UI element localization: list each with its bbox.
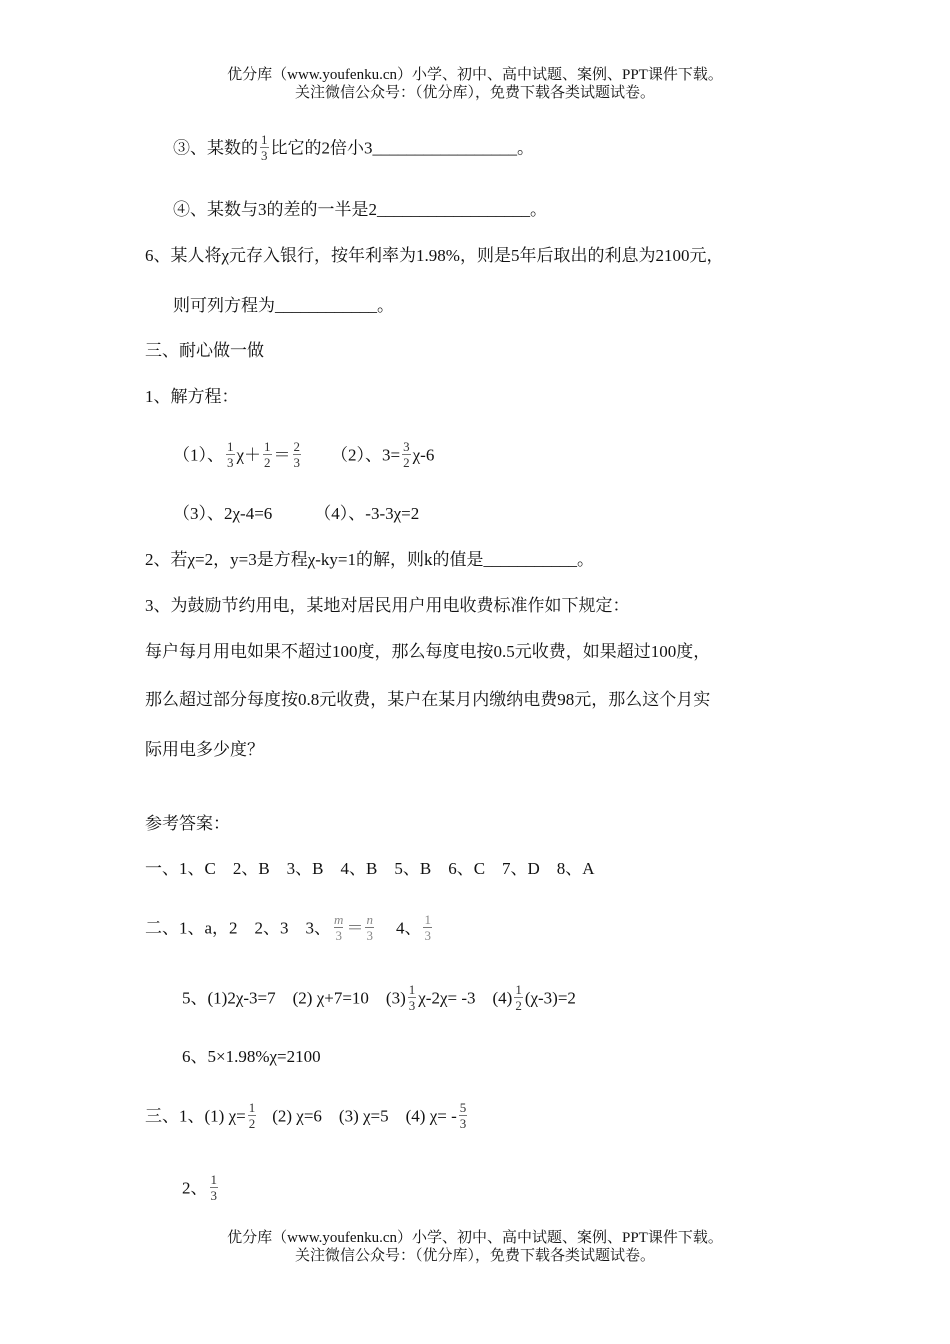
eq1-fraction-a — [226, 439, 235, 470]
answers-part-2-row-6: 6、5×1.98%χ=2100 — [182, 1047, 321, 1066]
numerator: 1 — [248, 1100, 256, 1115]
page-footer — [0, 1229, 950, 1265]
numerator: 1 — [264, 439, 271, 454]
numerator: 1 — [408, 982, 416, 997]
denominator: 2 — [403, 455, 410, 470]
fraction-m-over-3 — [333, 912, 344, 943]
question-3-suffix: 比它的2倍小3_________________。 — [270, 138, 534, 158]
equation-row-2 — [173, 502, 419, 526]
answers-part-2-a: 二、1、a，2 2、3 3、 — [145, 918, 332, 938]
answers-part-2-b: 4、 — [395, 918, 422, 938]
eq2-label: （2）、3= — [331, 445, 401, 465]
numerator: 1 — [261, 132, 268, 147]
answers-part-2-row-1 — [145, 914, 434, 945]
answers-5-fraction-2 — [514, 982, 523, 1013]
eq1-mid: χ＋ — [236, 445, 262, 465]
question-3-prefix: ③、某数的 — [173, 138, 258, 158]
answers-3-2-fraction — [210, 1172, 219, 1203]
answers-3-1-fraction-2 — [459, 1100, 468, 1131]
answers-part-1: 一、1、C 2、B 3、B 4、B 5、B 6、C 7、D 8、A — [145, 859, 595, 878]
s3-question-3-line-4: 际用电多少度？ — [145, 740, 264, 759]
question-3 — [173, 134, 534, 165]
denominator: 2 — [515, 998, 522, 1013]
numerator: m — [334, 912, 344, 927]
answers-3-1-b: (2) χ=6 (3) χ=5 (4) χ= - — [272, 1106, 457, 1126]
s3-question-1-title: 1、解方程： — [145, 387, 239, 406]
denominator: 3 — [335, 928, 342, 943]
s3-question-2: 2、若χ=2，y=3是方程χ-ky=1的解，则k的值是___________。 — [145, 550, 595, 569]
eq1-fraction-c — [293, 439, 302, 470]
footer-line-2: 关注微信公众号：（优分库），免费下载各类试题试卷。 — [294, 1248, 655, 1264]
denominator: 3 — [293, 455, 301, 470]
section-3-title: 三、耐心做一做 — [145, 341, 264, 360]
fraction-answer-4 — [423, 912, 432, 943]
eq2-fraction — [402, 439, 411, 470]
numerator: 3 — [403, 439, 410, 454]
denominator: 3 — [227, 455, 234, 470]
footer-line-1: 优分库（www.youfenku.cn）小学、初中、高中试题、案例、PPT课件下载。 — [227, 1230, 723, 1246]
header-line-1: 优分库（www.youfenku.cn）小学、初中、高中试题、案例、PPT课件下载。 — [227, 67, 723, 83]
answers-part-3-row-1 — [145, 1102, 469, 1133]
question-4: ④、某数与3的差的一半是2__________________。 — [173, 200, 547, 219]
answers-5-c: (χ-3)=2 — [524, 988, 576, 1008]
eq1-fraction-b — [263, 439, 272, 470]
answers-part-3-row-2 — [182, 1174, 220, 1205]
s3-question-3-line-1: 3、为鼓励节约用电，某地对居民用户用电收费标准作如下规定： — [145, 596, 630, 615]
numerator: 1 — [210, 1172, 217, 1187]
fraction-one-third — [260, 132, 269, 163]
answers-title: 参考答案： — [145, 814, 230, 833]
numerator: n — [366, 912, 373, 927]
eq2-tail: χ-6 — [412, 445, 435, 465]
answers-part-2-row-5 — [182, 984, 576, 1015]
answers-5-fraction-1 — [408, 982, 417, 1013]
answers-5-b: χ-2χ= -3 (4) — [418, 988, 513, 1008]
question-6-line-2: 则可列方程为____________。 — [173, 296, 394, 315]
answers-3-1-fraction-1 — [248, 1100, 257, 1131]
denominator: 3 — [261, 148, 268, 163]
s3-question-3-line-3: 那么超过部分每度按0.8元收费，某户在某月内缴纳电费98元，那么这个月实 — [145, 690, 711, 709]
header-line-2: 关注微信公众号：（优分库），免费下载各类试题试卷。 — [294, 85, 655, 101]
numerator: 1 — [424, 912, 431, 927]
eq4: （4）、-3-3χ=2 — [314, 504, 420, 523]
denominator: 2 — [264, 455, 271, 470]
eq1-equals: ＝ — [273, 445, 291, 465]
numerator: 2 — [293, 439, 301, 454]
eq3: （3）、2χ-4=6 — [173, 504, 273, 523]
denominator: 3 — [459, 1116, 467, 1131]
denominator: 3 — [366, 928, 373, 943]
page-header — [0, 66, 950, 102]
denominator: 3 — [210, 1188, 217, 1203]
answers-3-2-label: 2、 — [182, 1178, 208, 1198]
numerator: 1 — [515, 982, 522, 997]
denominator: 3 — [424, 928, 431, 943]
equation-row-1 — [173, 441, 434, 472]
eq1-label: （1）、 — [173, 445, 224, 465]
answers-5-a: 5、(1)2χ-3=7 (2) χ+7=10 (3) — [182, 988, 406, 1008]
numerator: 1 — [227, 439, 234, 454]
question-6-line-1: 6、某人将χ元存入银行，按年利率为1.98%，则是5年后取出的利息为2100元， — [145, 246, 724, 265]
numerator: 5 — [459, 1100, 467, 1115]
denominator: 2 — [248, 1116, 256, 1131]
denominator: 3 — [408, 998, 416, 1013]
s3-question-3-line-2: 每户每月用电如果不超过100度，那么每度电按0.5元收费，如果超过100度， — [145, 642, 711, 661]
fraction-n-over-3 — [365, 912, 374, 943]
answers-3-1-a: 三、1、(1) χ= — [145, 1106, 246, 1126]
answers-part-2-eq: ＝ — [346, 918, 364, 938]
